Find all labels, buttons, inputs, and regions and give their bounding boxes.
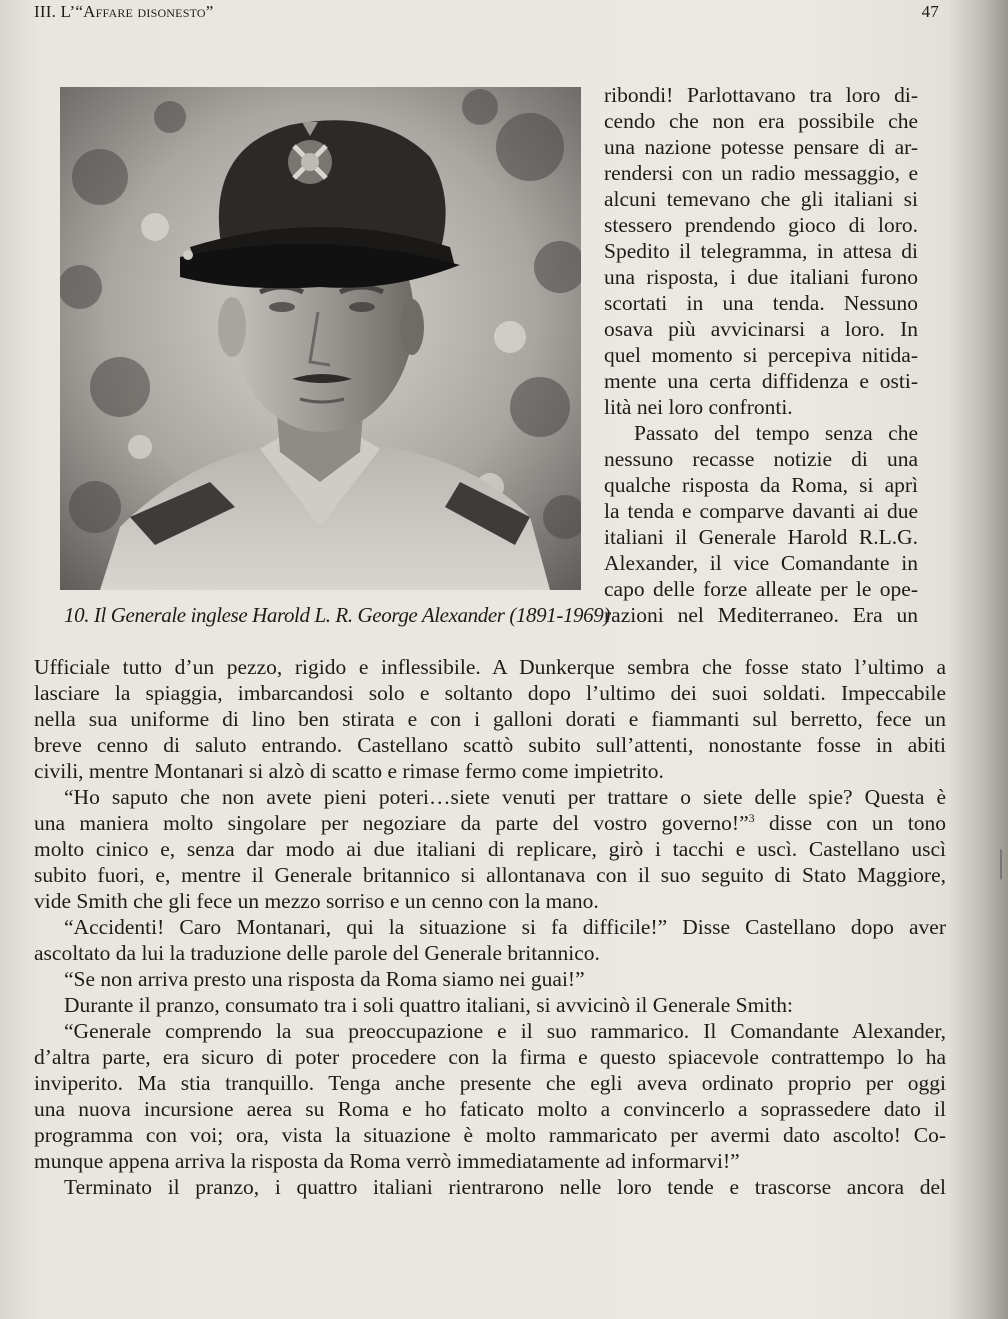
body-line: nella sua uniforme di lino ben stirata e con i galloni dorati e fiammanti sul berretto, fece un	[34, 707, 946, 731]
body-line: Ufficiale tutto d’un pezzo, rigido e inflessibile. A Dunkerque sembra che fosse stato l’ultimo a	[34, 655, 946, 679]
column-line: stessero prendendo gioco di loro.	[604, 213, 918, 237]
column-line: italiani il Generale Harold R.L.G.	[604, 525, 918, 549]
column-line: razioni nel Mediterraneo. Era un	[604, 603, 918, 627]
body-line: ascoltato da lui la traduzione delle parole del Generale britannico.	[34, 941, 600, 965]
body-line: breve cenno di saluto entrando. Castellano scattò subito sull’attenti, nonostante fosse in abiti	[34, 733, 946, 757]
page-header	[34, 2, 939, 24]
column-line: scortati in una tenda. Nessuno	[604, 291, 918, 315]
column-line: mente una certa diffidenza e osti-	[604, 369, 918, 393]
body-line: subito fuori, e, mentre il Generale britannico si allontanava con il suo seguito di Stato Maggiore,	[34, 863, 946, 887]
body-line: molto cinico e, senza dar modo ai due italiani di replicare, girò i tacchi e uscì. Castellano uscì	[34, 837, 946, 861]
column-line: nessuno recasse notizie di una	[604, 447, 918, 471]
running-title-suffix: ”	[205, 2, 214, 21]
body-line	[34, 810, 946, 836]
column-line: una risposta, i due italiani furono	[604, 265, 918, 289]
body-line: vide Smith che gli fece un mezzo sorriso e un cenno con la mano.	[34, 889, 599, 913]
body-text	[34, 654, 946, 1200]
figure-caption: 10. Il Generale inglese Harold L. R. George Alexander (1891-1969)	[64, 603, 610, 627]
column-line: qualche risposta da Roma, si aprì	[604, 473, 918, 497]
running-title-small-caps: Affare disonesto	[83, 2, 206, 21]
body-line: inviperito. Ma stia tranquillo. Tenga anche presente che egli aveva ordinato proprio per oggi	[34, 1071, 946, 1095]
column-line: lità nei loro confronti.	[604, 395, 793, 419]
body-line-text: disse con un tono	[754, 811, 946, 835]
column-line: ribondi! Parlottavano tra loro di-	[604, 83, 918, 107]
body-line: Durante il pranzo, consumato tra i soli quattro italiani, si avvicinò il Generale Smith:	[64, 993, 794, 1017]
body-line: “Ho saputo che non avete pieni poteri…siete venuti per trattare o siete delle spie? Questa è	[64, 785, 946, 809]
column-line: quel momento si percepiva nitida-	[604, 343, 918, 367]
body-line: civili, mentre Montanari si alzò di scatto e rimase fermo come impietrito.	[34, 759, 664, 783]
column-line: Alexander, il vice Comandante in	[604, 551, 918, 575]
body-line: lasciare la spiaggia, imbarcandosi solo e soltanto dopo l’ultimo dei suoi soldati. Impeccabile	[34, 681, 946, 705]
column-line: osava più avvicinarsi a loro. In	[604, 317, 918, 341]
body-line: Terminato il pranzo, i quattro italiani rientrarono nelle loro tende e trascorse ancora del	[64, 1175, 946, 1199]
body-line: d’altra parte, era sicuro di poter procedere con la firma e questo spiacevole contrattempo lo ha	[34, 1045, 946, 1069]
body-line-text: una maniera molto singolare per negoziare da parte del vostro governo!”	[34, 811, 749, 835]
column-line: cendo che non era possibile che	[604, 109, 918, 133]
running-title	[34, 2, 214, 22]
column-line: alcuni temevano che gli italiani si	[604, 187, 918, 211]
book-spine-shadow	[948, 0, 1008, 1319]
body-line: “Se non arriva presto una risposta da Roma siamo nei guai!”	[64, 967, 585, 991]
portrait-photo	[60, 87, 581, 590]
column-line: una nazione potesse pensare di ar-	[604, 135, 918, 159]
column-line: Spedito il telegramma, in attesa di	[604, 239, 918, 263]
body-line: una nuova incursione aerea su Roma e ho faticato molto a convincerlo a soprassedere dato il	[34, 1097, 946, 1121]
portrait-photo-drawing	[60, 87, 581, 590]
body-line: programma con voi; ora, vista la situazione è molto rammaricato per avermi dato ascolto! Co-	[34, 1123, 946, 1147]
column-text	[604, 82, 918, 628]
body-line: munque appena arriva la risposta da Roma verrò immediatamente ad informarvi!”	[34, 1149, 740, 1173]
column-line: Passato del tempo senza che	[634, 421, 918, 445]
column-line: capo delle forze alleate per le ope-	[604, 577, 918, 601]
body-line: “Generale comprendo la sua preoccupazione e il suo rammarico. Il Comandante Alexander,	[64, 1019, 946, 1043]
running-title-prefix: III. L’“	[34, 2, 84, 21]
body-line: “Accidenti! Caro Montanari, qui la situazione si fa difficile!” Disse Castellano dopo aver	[64, 915, 946, 939]
column-line: la tenda e comparve davanti ai due	[604, 499, 918, 523]
column-line: rendersi con un radio messaggio, e	[604, 161, 918, 185]
page-number: 47	[921, 2, 939, 21]
footnote-reference[interactable]: 3	[748, 810, 755, 825]
